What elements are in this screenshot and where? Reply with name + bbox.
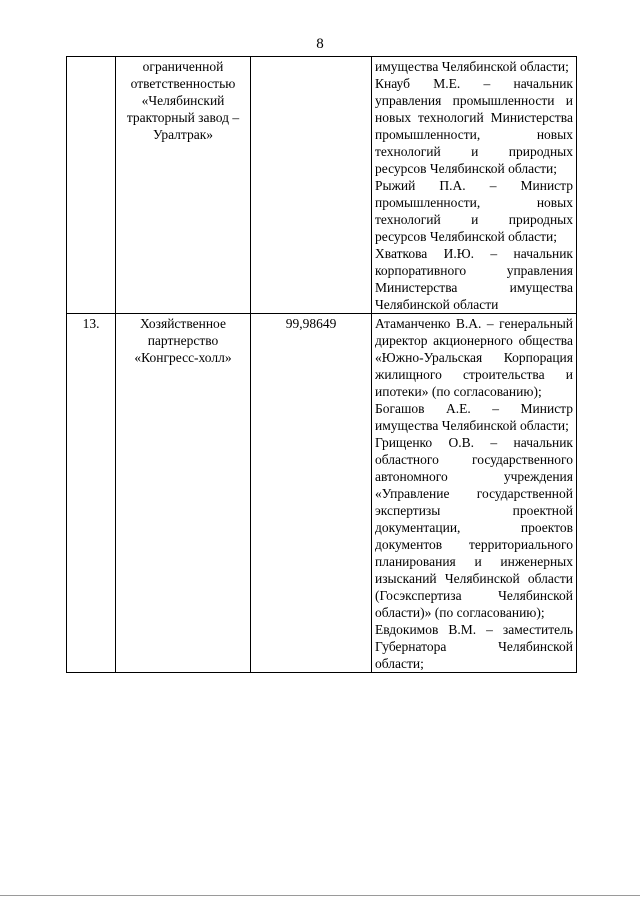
member-entry: Евдокимов В.М. – заместитель Губернатора Челябинской области; bbox=[375, 622, 573, 671]
member-entry: Атаманченко В.А. – генеральный директор акционерного общества «Южно-Уральская Корпорация жилищного строительства и ипотеки» (по согласованию); bbox=[375, 316, 573, 399]
members-cell bbox=[372, 57, 577, 314]
member-entry: имущества Челябинской области; bbox=[375, 59, 569, 74]
members-table bbox=[66, 56, 577, 673]
organization-cell: ограниченной ответственностью «Челябинский тракторный завод – Уралтрак» bbox=[116, 57, 251, 314]
member-entry: Хваткова И.Ю. – начальник корпоративного управления Министерства имущества Челябинской области bbox=[375, 246, 573, 312]
row-number-cell: 13. bbox=[67, 314, 116, 673]
share-cell bbox=[251, 57, 372, 314]
row-number-cell bbox=[67, 57, 116, 314]
members-cell bbox=[372, 314, 577, 673]
table-row bbox=[67, 57, 577, 314]
share-cell: 99,98649 bbox=[251, 314, 372, 673]
member-entry: Рыжий П.А. – Министр промышленности, новых технологий и природных ресурсов Челябинской области; bbox=[375, 178, 573, 244]
table-row bbox=[67, 314, 577, 673]
member-entry: Грищенко О.В. – начальник областного государственного автономного учреждения «Управление государственной экспертизы проектной документации, проектов документов территориального планирования и инженерных изысканий Челябинской области (Госэкспертиза Челябинской области)» (по согласованию); bbox=[375, 435, 573, 620]
page-bottom-divider bbox=[0, 895, 640, 896]
organization-cell: Хозяйственное партнерство «Конгресс-холл» bbox=[116, 314, 251, 673]
member-entry: Богашов А.Е. – Министр имущества Челябинской области; bbox=[375, 401, 573, 433]
member-entry: Кнауб М.Е. – начальник управления промышленности и новых технологий Министерства промышленности, новых технологий и природных ресурсов Челябинской области; bbox=[375, 76, 573, 176]
page-number: 8 bbox=[316, 36, 324, 52]
